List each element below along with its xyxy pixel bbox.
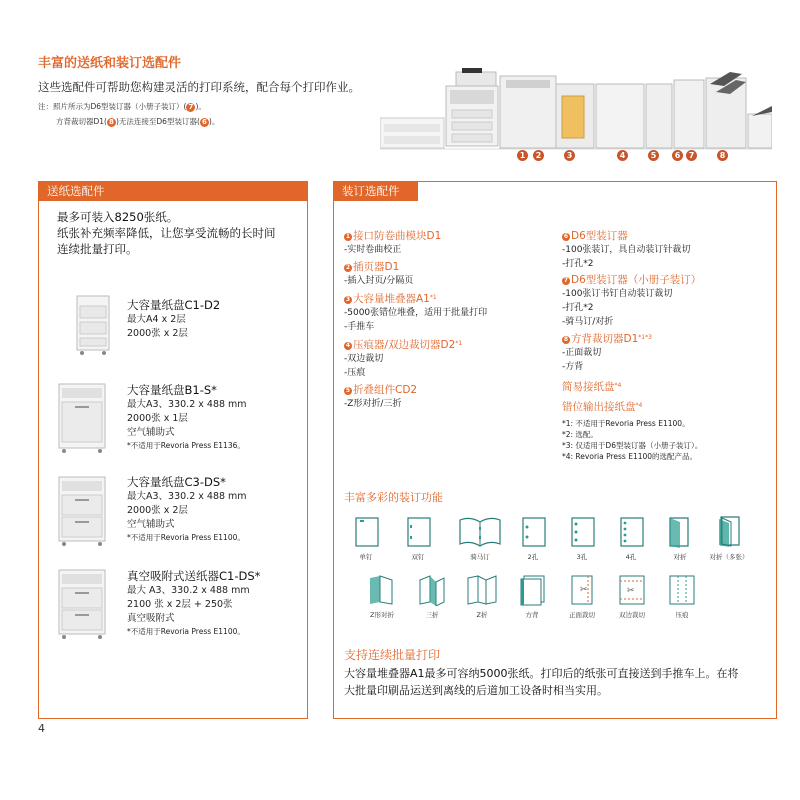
number-badge: 4 xyxy=(345,342,351,349)
panel-header: 送纸选配件 xyxy=(39,182,307,201)
machine-number-2: 2 xyxy=(533,150,544,161)
number-badge: 7 xyxy=(563,277,569,284)
extra-tray-offset: 错位输出接纸盘$^{*4}$ xyxy=(562,401,643,413)
number-badge: 8 xyxy=(563,336,569,343)
staple-single-icon xyxy=(348,514,384,548)
finishing-list-col1 xyxy=(344,229,554,411)
extra-tray-simple: 简易接纸盘$^{*4}$ xyxy=(562,381,622,393)
option-item: 6 D6型装订器 -100张装订，具自动装订针裁切 -打孔*2 xyxy=(562,230,691,269)
option-item: 8 方背裁切器$D1^{*1*3}$ -正面裁切 -方背 xyxy=(562,333,652,372)
machine-number-4: 4 xyxy=(617,150,628,161)
paper-feed-options-panel xyxy=(38,181,308,719)
tray-image xyxy=(57,475,107,551)
note-line-1: 注：照片所示为D6型装订器（小册子装订）( 7 )。 xyxy=(38,102,206,111)
tray-image xyxy=(57,382,107,458)
panel-header: 装订选配件 xyxy=(334,182,418,201)
page-number: 4 xyxy=(38,722,45,735)
number-badge: 2 xyxy=(345,264,351,271)
finishing-list-col2 xyxy=(562,229,772,462)
function-label: 正面裁切 xyxy=(569,611,595,619)
option-item: 4 压痕器/双边裁切器D2$^{*1}$ -双边裁切 -压痕 xyxy=(344,339,463,378)
function-label: 单钉 xyxy=(359,553,373,561)
multi-bi-fold-icon xyxy=(711,514,747,548)
crease-icon xyxy=(664,572,700,606)
function-label: 压痕 xyxy=(675,611,689,619)
machine-number-7: 7 xyxy=(686,150,697,161)
tray-image xyxy=(57,568,107,644)
functions-row-1 xyxy=(334,514,776,574)
number-badge: 6 xyxy=(200,118,209,127)
tri-fold-icon xyxy=(414,572,450,606)
machine-number-8: 8 xyxy=(717,150,728,161)
printer-system-image xyxy=(380,66,772,166)
function-label: 方背 xyxy=(525,611,539,619)
function-label: 4孔 xyxy=(625,553,637,561)
function-label: 对折 xyxy=(673,553,687,561)
function-label: 对折（多张） xyxy=(709,553,749,561)
continuous-text: 大容量堆叠器A1最多可容纳5000张纸。打印后的纸张可直接送到手推车上。在将 大批量印刷品运送到离线的后道加工设备时相当实用。 xyxy=(344,667,739,697)
footnotes: *1: 不适用于Revoria Press E1100。 *2: 选配。 *3: 仅适用于D6型装订器（小册子装订）。 *4: Revoria Press E1100的选配产品。 xyxy=(562,419,703,461)
continuous-title: 支持连续批量打印 xyxy=(344,648,441,662)
note-prefix: 注： xyxy=(38,102,53,111)
functions-row-2 xyxy=(334,572,776,632)
number-badge: 5 xyxy=(345,387,351,394)
option-item: 7 D6型装订器（小册子装订） -100张订书钉自动装订裁切 -打孔*2 -骑马订/对折 xyxy=(562,274,702,327)
function-label: Z折 xyxy=(476,611,488,619)
z-fold-icon xyxy=(364,572,400,606)
tray-info-c3-ds: 大容量纸盘C3-DS* 最大A3、330.2 x 488 mm 2000张 x 2层 空气辅助式 *不适用于Revoria Press E1100。 xyxy=(127,475,247,542)
function-label: 三折 xyxy=(425,611,439,619)
tray-info-b1-s: 大容量纸盘B1-S* 最大A3、330.2 x 488 mm 2000张 x 1层 空气辅助式 *不适用于Revoria Press E1136。 xyxy=(127,383,247,450)
square-back-icon xyxy=(514,572,550,606)
function-label: 2孔 xyxy=(527,553,539,561)
face-trim-icon xyxy=(564,572,600,606)
bi-fold-icon xyxy=(662,514,698,548)
svg-text:✂: ✂ xyxy=(627,586,635,596)
function-label: 双边裁切 xyxy=(619,611,645,619)
finishing-options-panel xyxy=(333,181,777,719)
tray-info-c1-d2: 大容量纸盘C1-D2 最大A4 x 2层 2000张 x 2层 xyxy=(127,298,221,339)
tray-image xyxy=(73,294,113,360)
option-item: 1 接口防卷曲模块D1 -实时卷曲校正 xyxy=(344,230,442,255)
number-badge: 3 xyxy=(345,296,351,303)
functions-title: 丰富多彩的装订功能 xyxy=(344,491,443,504)
machine-number-3: 3 xyxy=(564,150,575,161)
number-badge: 7 xyxy=(186,103,195,112)
two-side-trim-icon xyxy=(614,572,650,606)
three-hole-icon xyxy=(564,514,600,548)
feed-lead-text: 最多可装入8250张纸。 纸张补充频率降低，让您享受流畅的长时间 连续批量打印。 xyxy=(57,210,276,256)
note-line-2: 方背裁切器D1( 8 )无法连接至D6型装订器( 6 )。 xyxy=(56,117,220,126)
function-label: Z形对折 xyxy=(370,611,394,619)
staple-double-icon xyxy=(400,514,436,548)
option-item: 3 大容量堆叠器A1$^{*1}$ -5000张错位堆叠，适用于批量打印 -手推车 xyxy=(344,293,488,332)
option-item: 5 折叠组件CD2 -Z形对折/三折 xyxy=(344,384,418,409)
tray-info-c1-ds: 真空吸附式送纸器C1-DS* 最大 A3、330.2 x 488 mm 2100 张 x 2层 + 250张 真空吸附式 *不适用于Revoria Press E1100。 xyxy=(127,569,261,636)
machine-number-5: 5 xyxy=(648,150,659,161)
four-hole-icon xyxy=(613,514,649,548)
machine-number-6: 6 xyxy=(672,150,683,161)
section-title: 丰富的送纸和装订选配件 xyxy=(38,56,182,71)
two-hole-icon xyxy=(515,514,551,548)
number-badge: 8 xyxy=(107,118,116,127)
machine-number-1: 1 xyxy=(517,150,528,161)
number-badge: 1 xyxy=(345,233,351,240)
saddle-stitch-icon xyxy=(458,514,502,548)
intro-text: 这些选配件可帮助您构建灵活的打印系统，配合每个打印作业。 xyxy=(38,80,360,94)
function-label: 3孔 xyxy=(576,553,588,561)
option-item: 2 插页器D1 -插入封页/分隔页 xyxy=(344,261,414,286)
function-label: 骑马订 xyxy=(470,553,490,561)
function-label: 双钉 xyxy=(411,553,425,561)
svg-text:✂: ✂ xyxy=(580,585,588,595)
number-badge: 6 xyxy=(563,233,569,240)
z-fold-half-icon xyxy=(464,572,500,606)
